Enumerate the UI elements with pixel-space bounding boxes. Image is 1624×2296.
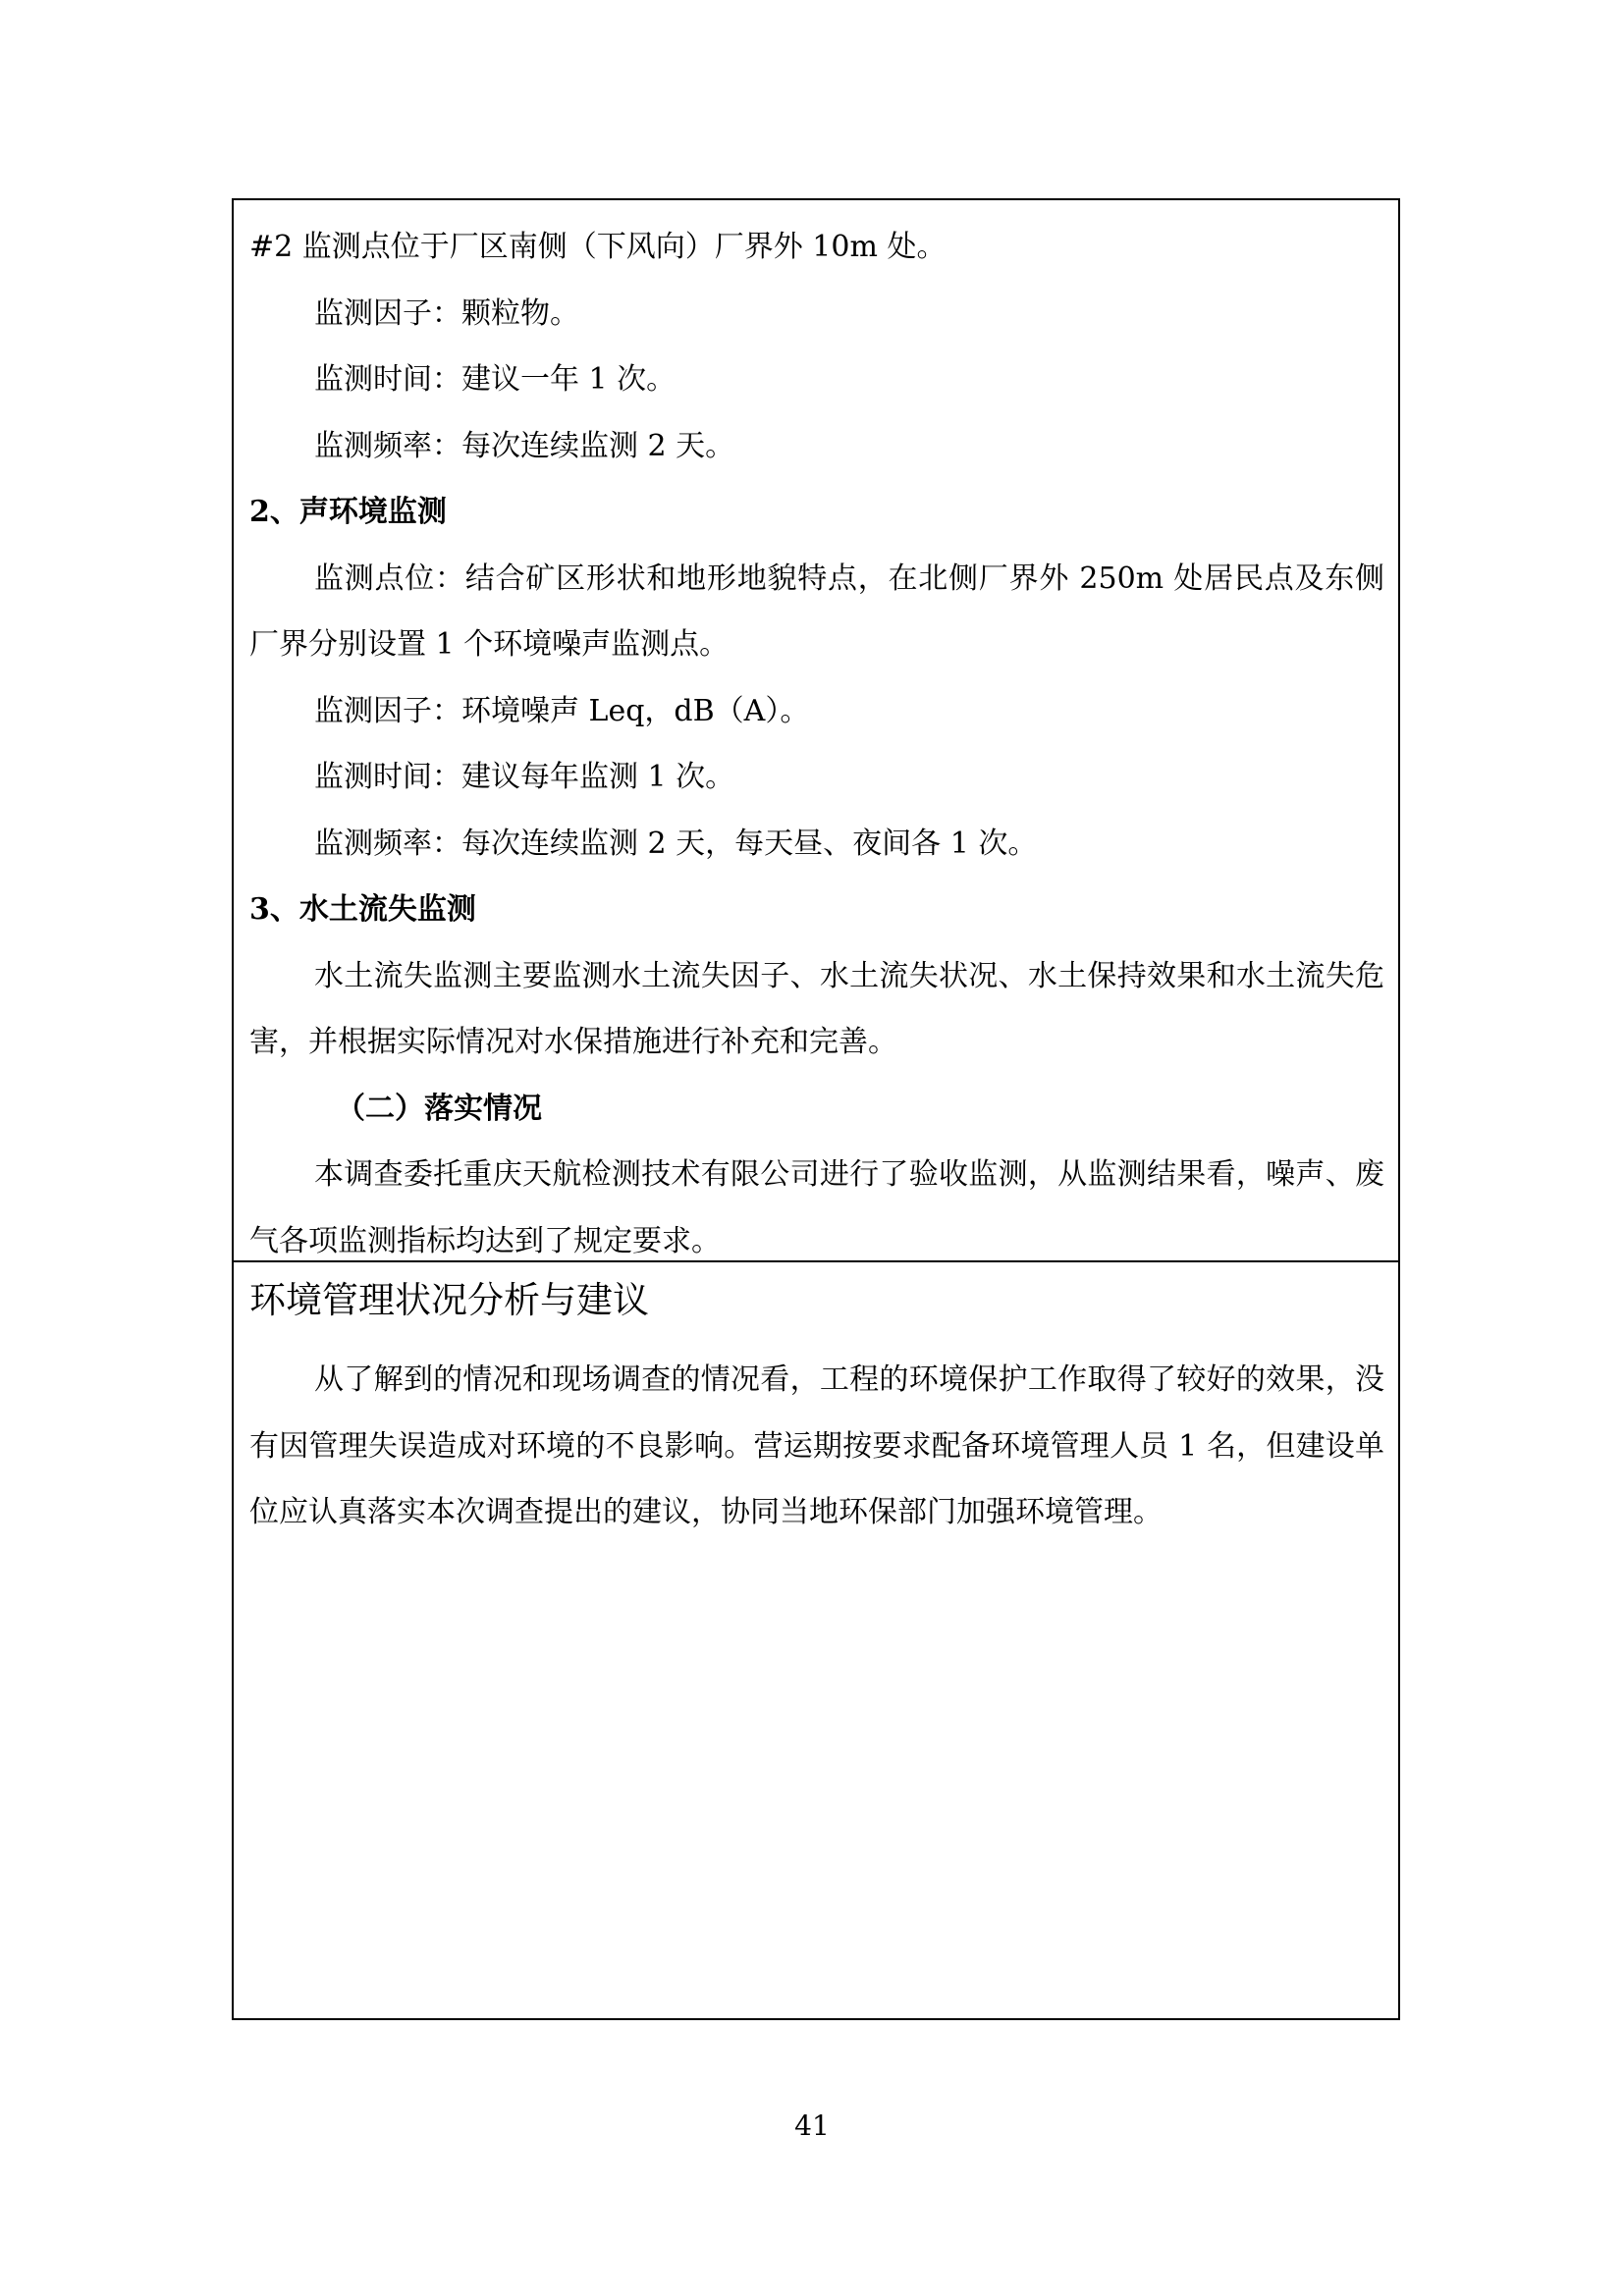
soil-erosion-heading: 3、水土流失监测 [249, 892, 476, 927]
monitoring-plan-cell [234, 200, 1398, 1262]
air-monitoring-frequency: 监测频率：每次连续监测 2 天。 [314, 428, 735, 463]
air-monitoring-time: 监测时间：建议一年 1 次。 [314, 362, 677, 397]
noise-monitoring-frequency: 监测频率：每次连续监测 2 天，每天昼、夜间各 1 次。 [314, 826, 1038, 861]
noise-monitoring-points: 监测点位：结合矿区形状和地形地貌特点，在北侧厂界外 250m 处居民点及东侧厂界分别设置 1 个环境噪声监测点。 [249, 561, 1384, 662]
noise-monitoring-heading: 2、声环境监测 [249, 495, 447, 529]
noise-monitoring-time: 监测时间：建议每年监测 1 次。 [314, 760, 735, 794]
air-monitoring-factor: 监测因子：颗粒物。 [314, 295, 579, 331]
management-analysis-text: 从了解到的情况和现场调查的情况看，工程的环境保护工作取得了较好的效果，没有因管理失误造成对环境的不良影响。营运期按要求配备环境管理人员 1 名，但建设单位应认真落实本次调查提出的建议，协同当地环保部门加强环境管理。 [249, 1362, 1384, 1529]
monitoring-point-2-line: #2 监测点位于厂区南侧（下风向）厂界外 10m 处。 [249, 230, 947, 264]
implementation-text: 本调查委托重庆天航检测技术有限公司进行了验收监测，从监测结果看，噪声、废气各项监测指标均达到了规定要求。 [249, 1157, 1384, 1258]
management-analysis-cell [234, 1262, 1398, 2018]
report-table [232, 198, 1400, 2020]
implementation-heading: （二）落实情况 [336, 1091, 542, 1126]
soil-erosion-text: 水土流失监测主要监测水土流失因子、水土流失状况、水土保持效果和水土流失危害，并根据实际情况对水保措施进行补充和完善。 [249, 958, 1384, 1059]
management-section-title: 环境管理状况分析与建议 [249, 1279, 649, 1321]
page-number: 41 [794, 2109, 830, 2142]
noise-monitoring-factor: 监测因子：环境噪声 Leq，dB（A）。 [314, 693, 810, 728]
